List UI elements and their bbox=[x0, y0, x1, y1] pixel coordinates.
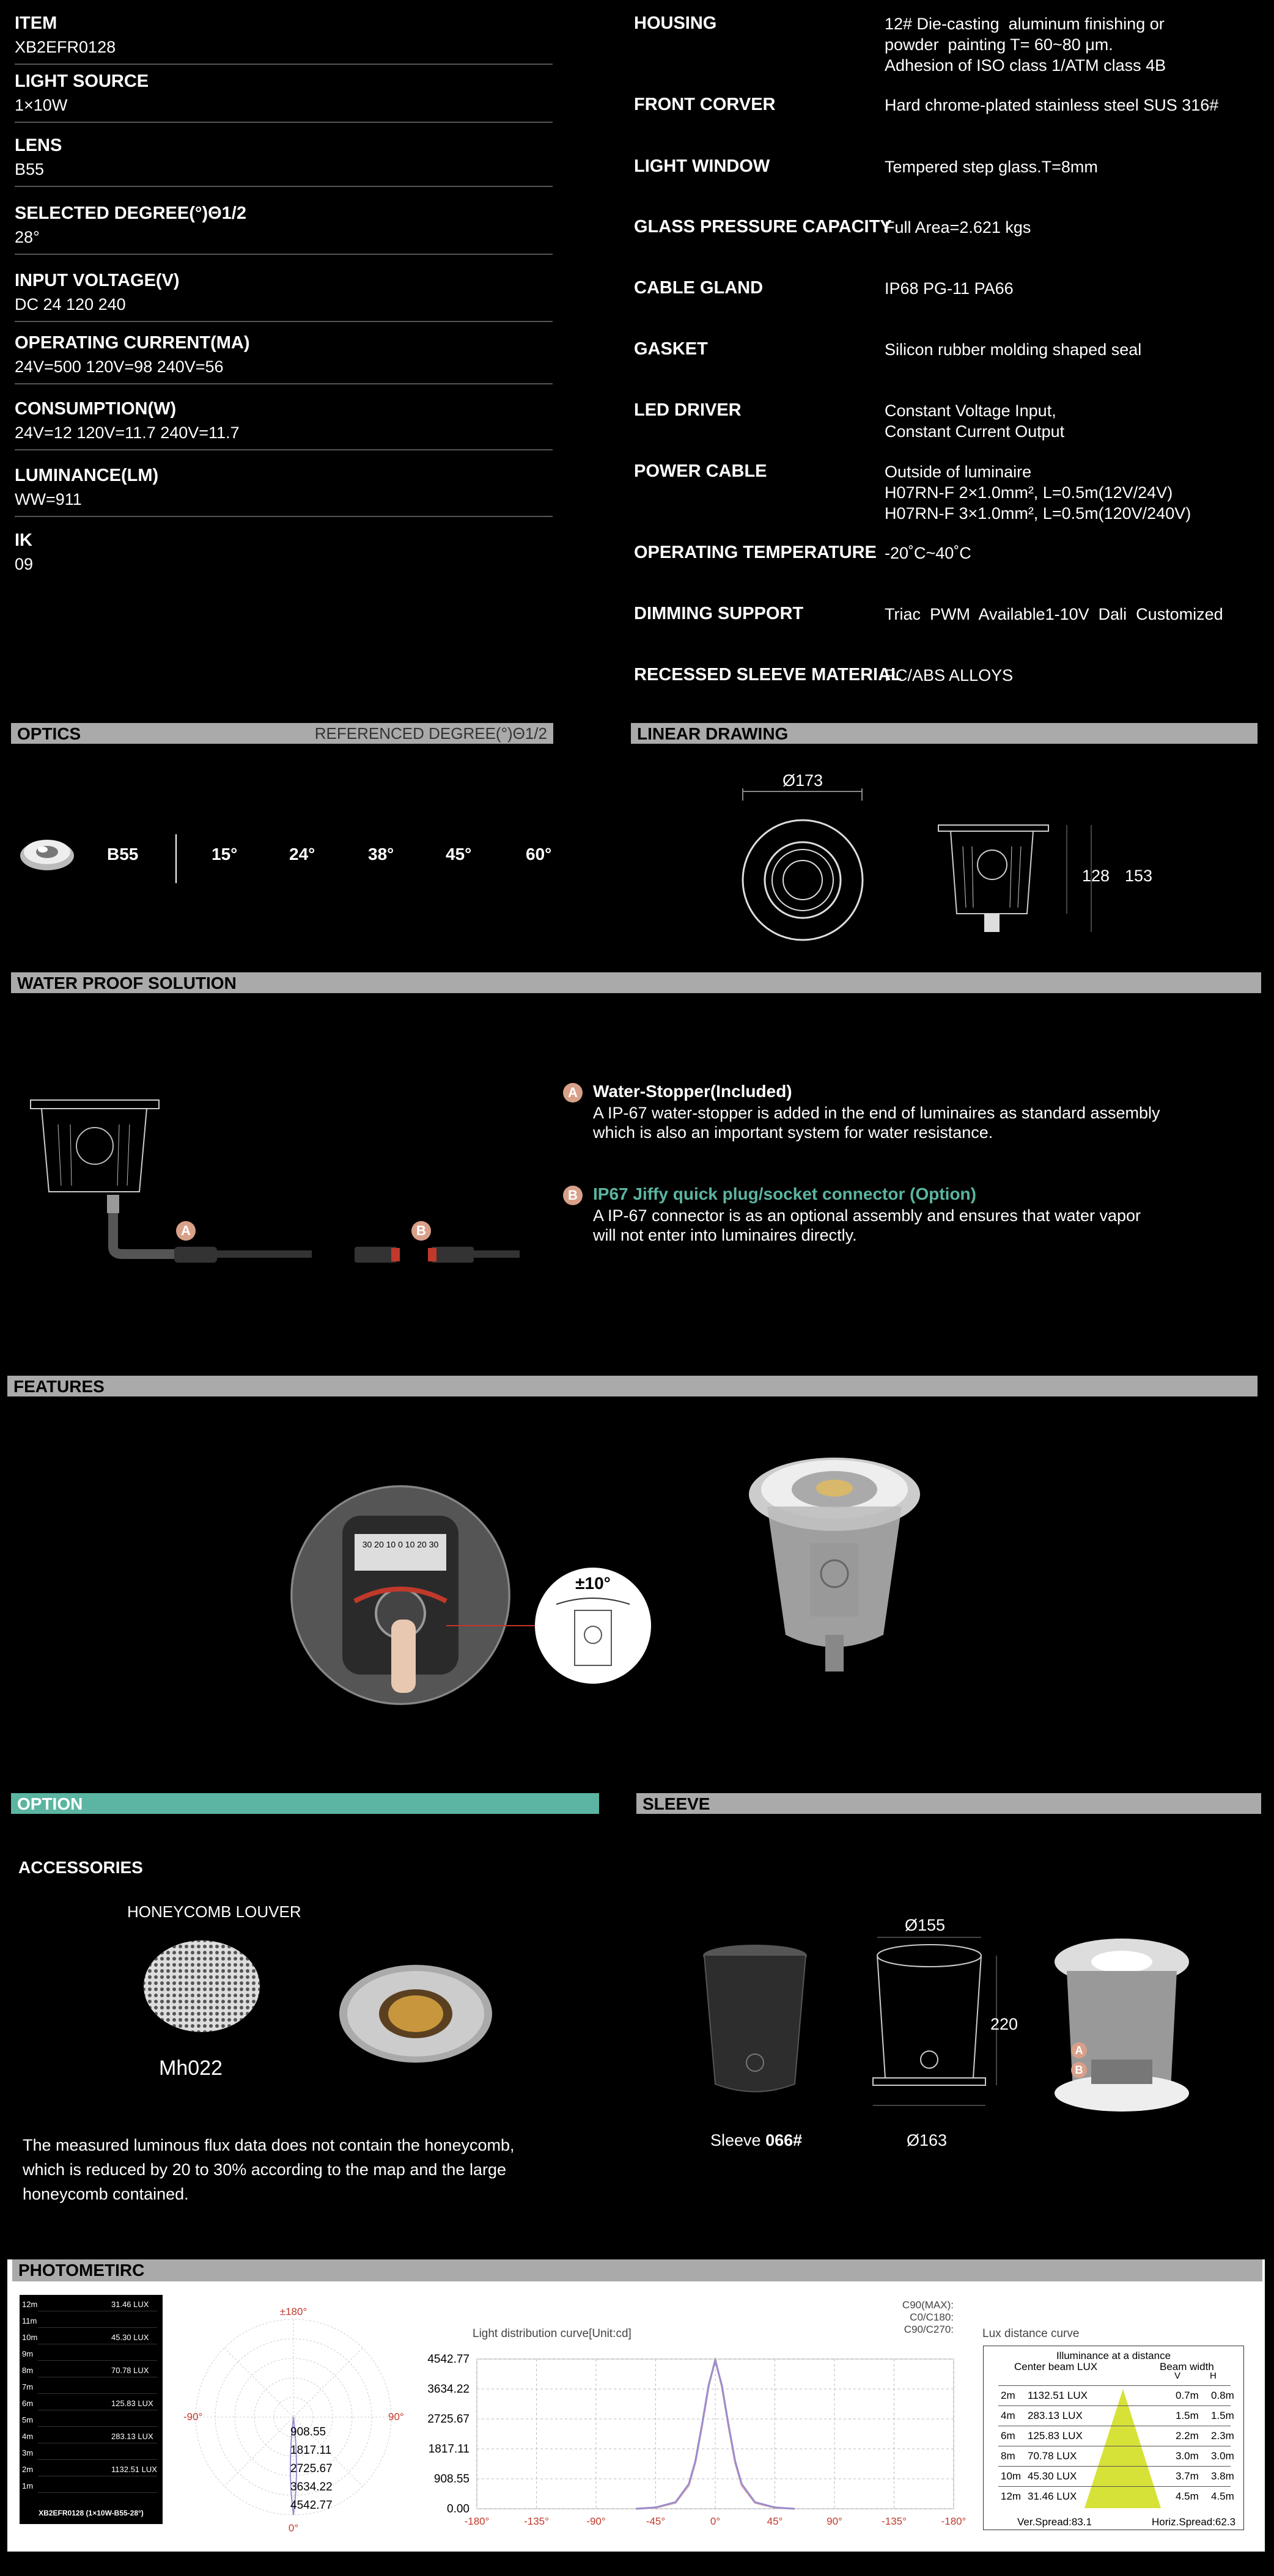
x-tick-label: -45° bbox=[646, 2515, 666, 2527]
spec-label: LENS bbox=[15, 136, 62, 155]
lux-cell-lux: 283.13 LUX bbox=[1028, 2410, 1083, 2421]
spec-divider bbox=[15, 186, 553, 187]
linear-height-153: 153 bbox=[1125, 867, 1153, 885]
lux-row bbox=[998, 2426, 1234, 2446]
spec-divider bbox=[15, 321, 553, 322]
x-tick-label: -135° bbox=[524, 2515, 549, 2527]
lux-cell-lux: 31.46 LUX bbox=[1028, 2490, 1077, 2502]
spec-label: OPERATING CURRENT(MA) bbox=[15, 333, 250, 353]
waterproof-title: WATER PROOF SOLUTION bbox=[17, 974, 237, 993]
svg-text:1817.11: 1817.11 bbox=[290, 2444, 332, 2457]
polar-bottom: 0° bbox=[288, 2522, 299, 2534]
thumb-lux: 70.78 LUX bbox=[111, 2366, 149, 2375]
lux-h: H bbox=[1210, 2371, 1217, 2381]
honeycomb-louver-icon bbox=[141, 1931, 263, 2053]
waterstopper-marker: A bbox=[563, 1083, 583, 1103]
curve-legend bbox=[844, 2299, 954, 2336]
sleeve-assembly-render bbox=[1048, 1937, 1195, 2115]
lux-cell-lux: 125.83 LUX bbox=[1028, 2430, 1083, 2442]
svg-text:30 20 10 0 10 20 30: 30 20 10 0 10 20 30 bbox=[362, 1539, 439, 1549]
optics-bar bbox=[11, 723, 553, 744]
linear-diameter: Ø173 bbox=[782, 771, 823, 790]
waterproof-illustration bbox=[24, 1094, 556, 1265]
x-tick-label: 0° bbox=[710, 2515, 721, 2527]
waterstopper-title: Water-Stopper(Included) bbox=[593, 1082, 792, 1101]
hor-spread: Horiz.Spread:62.3 bbox=[1152, 2516, 1236, 2528]
tilt-adjust-illustration bbox=[287, 1479, 666, 1711]
svg-text:908.55: 908.55 bbox=[290, 2426, 326, 2438]
light-distribution-chart bbox=[416, 2347, 966, 2542]
optics-subtitle: REFERENCED DEGREE(°)Θ1/2 bbox=[314, 724, 547, 743]
spec-label: FRONT CORVER bbox=[634, 95, 776, 114]
spec-value: Hard chrome-plated stainless steel SUS 316# bbox=[885, 96, 1219, 114]
polar-top: ±180° bbox=[279, 2306, 307, 2317]
thumb-distance: 4m bbox=[22, 2432, 34, 2441]
waterproof-bar bbox=[11, 972, 1261, 993]
optics-divider bbox=[175, 834, 177, 883]
spec-value: DC 24 120 240 bbox=[15, 295, 126, 314]
legend-c0c180: C0/C180: bbox=[910, 2311, 954, 2323]
optics-degree-38: 38° bbox=[368, 845, 394, 864]
y-tick-label: 1817.11 bbox=[428, 2443, 469, 2456]
spec-value: PC/ABS ALLOYS bbox=[885, 666, 1014, 684]
x-tick-label: 45° bbox=[767, 2515, 783, 2527]
sleeve-top-diameter: Ø155 bbox=[905, 1916, 946, 1934]
thumb-distance: 6m bbox=[22, 2399, 34, 2408]
spec-label: CONSUMPTION(W) bbox=[15, 399, 177, 419]
connector-text: A IP-67 connector is as an optional assembly and ensures that water vapor will not enter into luminaires directly. bbox=[593, 1206, 1141, 1244]
y-tick-label: 0.00 bbox=[447, 2503, 469, 2515]
lux-row bbox=[998, 2486, 1234, 2507]
waterstopper-text: A IP-67 water-stopper is added in the end of luminaires as standard assembly which is also an important system for water resistance. bbox=[593, 1104, 1160, 1142]
y-tick-label: 4542.77 bbox=[427, 2353, 469, 2366]
thumb-distance: 11m bbox=[22, 2316, 37, 2325]
spec-value: 28° bbox=[15, 228, 40, 246]
spec-label: DIMMING SUPPORT bbox=[634, 604, 804, 623]
sleeve-marker-b: B bbox=[1071, 2062, 1087, 2078]
thumb-distance: 3m bbox=[22, 2448, 34, 2457]
polar-left: -90° bbox=[183, 2411, 203, 2423]
svg-text:3634.22: 3634.22 bbox=[290, 2481, 333, 2493]
option-bar bbox=[11, 1793, 599, 1814]
spec-value: WW=911 bbox=[15, 490, 82, 508]
thumb-distance: 5m bbox=[22, 2415, 34, 2424]
sleeve-label: Sleeve 066# bbox=[710, 2131, 803, 2149]
x-tick-label: -135° bbox=[882, 2515, 907, 2527]
sleeve-height: 220 bbox=[990, 2015, 1018, 2033]
polar-right: 90° bbox=[388, 2411, 404, 2423]
photometric-bar bbox=[12, 2259, 1262, 2281]
thumb-gridline bbox=[38, 2360, 157, 2361]
lens-icon bbox=[18, 831, 76, 877]
svg-text:±10°: ±10° bbox=[575, 1574, 611, 1593]
lux-row bbox=[998, 2466, 1234, 2487]
linear-drawing-title: LINEAR DRAWING bbox=[637, 724, 789, 743]
spec-value: B55 bbox=[15, 160, 45, 178]
y-tick-label: 3634.22 bbox=[427, 2383, 469, 2396]
side-view-drawing bbox=[935, 822, 1094, 944]
lux-row bbox=[998, 2446, 1234, 2467]
spec-value: 24V=500 120V=98 240V=56 bbox=[15, 358, 224, 376]
lux-cell-v: 0.7m bbox=[1176, 2390, 1199, 2401]
ver-spread: Ver.Spread:83.1 bbox=[1017, 2516, 1092, 2528]
connector-title: IP67 Jiffy quick plug/socket connector (Option) bbox=[593, 1184, 976, 1203]
lamp-product-render bbox=[743, 1451, 926, 1708]
accessories-title: ACCESSORIES bbox=[18, 1858, 143, 1877]
optics-degree-45: 45° bbox=[446, 845, 472, 864]
louver-code: Mh022 bbox=[159, 2057, 223, 2080]
spec-value: Constant Voltage Input, Constant Current Output bbox=[885, 402, 1065, 441]
spec-value: 09 bbox=[15, 555, 34, 573]
lux-cell-d: 6m bbox=[1001, 2430, 1015, 2442]
spec-value: Outside of luminaire H07RN-F 2×1.0mm², L=0.5m(12V/24V) H07RN-F 3×1.0mm², L=0.5m(120V/240V) bbox=[885, 463, 1191, 523]
thumb-lux: 1132.51 LUX bbox=[111, 2465, 157, 2474]
lux-cell-v: 4.5m bbox=[1176, 2490, 1199, 2502]
x-tick-label: -180° bbox=[941, 2515, 966, 2527]
lux-cell-d: 8m bbox=[1001, 2450, 1015, 2462]
spec-label: SELECTED DEGREE(°)Θ1/2 bbox=[15, 204, 246, 223]
thumbnail-label: XB2EFR0128 (1×10W-B55-28°) bbox=[39, 2509, 144, 2517]
lux-table bbox=[983, 2346, 1244, 2530]
lux-cell-d: 2m bbox=[1001, 2390, 1015, 2401]
honeycomb-note: The measured luminous flux data does not contain the honeycomb, which is reduced by 20 to 30% according to the map and the large honeycomb contained. bbox=[23, 2136, 515, 2203]
spec-label: RECESSED SLEEVE MATERIAL bbox=[634, 665, 902, 684]
spec-divider bbox=[15, 64, 553, 65]
spec-label: IK bbox=[15, 530, 32, 550]
x-tick-label: -180° bbox=[464, 2515, 490, 2527]
sleeve-drawing bbox=[868, 1934, 1009, 2112]
connector-marker: B bbox=[563, 1186, 583, 1205]
lux-row bbox=[998, 2405, 1234, 2426]
lux-cell-h: 2.3m bbox=[1211, 2430, 1234, 2442]
spec-label: LUMINANCE(LM) bbox=[15, 466, 159, 485]
lux-cell-lux: 1132.51 LUX bbox=[1028, 2390, 1088, 2401]
thumb-lux: 283.13 LUX bbox=[111, 2432, 153, 2441]
sleeve-bottom-diameter: Ø163 bbox=[907, 2131, 948, 2149]
legend-c90c270: C90/C270: bbox=[904, 2324, 954, 2335]
spec-divider bbox=[15, 122, 553, 123]
lux-v: V bbox=[1174, 2371, 1181, 2381]
lux-cell-d: 12m bbox=[1001, 2490, 1022, 2502]
linear-height-128: 128 bbox=[1082, 867, 1110, 885]
photometric-title: PHOTOMETIRC bbox=[18, 2261, 145, 2280]
marker-b: B bbox=[411, 1221, 431, 1241]
spec-label: CABLE GLAND bbox=[634, 278, 764, 298]
spec-value: 1×10W bbox=[15, 96, 68, 114]
thumb-lux: 45.30 LUX bbox=[111, 2333, 149, 2342]
spec-value: XB2EFR0128 bbox=[15, 38, 116, 56]
y-tick-label: 908.55 bbox=[433, 2473, 469, 2486]
spec-divider bbox=[15, 383, 553, 384]
lux-cell-h: 3.8m bbox=[1211, 2470, 1234, 2482]
spec-value: -20˚C~40˚C bbox=[885, 544, 971, 562]
spec-value: Triac PWM Available1-10V Dali Customized bbox=[885, 605, 1223, 623]
thumb-distance: 2m bbox=[22, 2465, 34, 2474]
polar-chart bbox=[183, 2304, 410, 2536]
thumb-distance: 9m bbox=[22, 2349, 34, 2358]
spec-value: Silicon rubber molding shaped seal bbox=[885, 340, 1142, 359]
optics-degree-15: 15° bbox=[212, 845, 238, 864]
x-tick-label: 90° bbox=[827, 2515, 842, 2527]
sleeve-title: SLEEVE bbox=[643, 1794, 710, 1813]
lux-cell-h: 4.5m bbox=[1211, 2490, 1234, 2502]
curve-title: Light distribution curve[Unit:cd] bbox=[473, 2327, 631, 2340]
x-tick-label: -90° bbox=[586, 2515, 606, 2527]
spec-label: POWER CABLE bbox=[634, 461, 767, 481]
optics-degree-60: 60° bbox=[526, 845, 552, 864]
features-bar bbox=[7, 1376, 1257, 1396]
spec-value: IP68 PG-11 PA66 bbox=[885, 279, 1014, 298]
spec-label: HOUSING bbox=[634, 13, 717, 33]
thumb-gridline bbox=[38, 2327, 157, 2328]
thumb-distance: 8m bbox=[22, 2366, 34, 2375]
thumb-gridline bbox=[38, 2393, 157, 2394]
spec-label: GLASS PRESSURE CAPACITY bbox=[634, 217, 892, 237]
thumb-distance: 12m bbox=[22, 2300, 38, 2309]
front-view-drawing bbox=[734, 788, 874, 941]
linear-drawing-bar bbox=[631, 723, 1257, 744]
spec-label: OPERATING TEMPERATURE bbox=[634, 543, 877, 562]
spec-divider bbox=[15, 449, 553, 450]
optics-degree-24: 24° bbox=[289, 845, 315, 864]
spec-label: GASKET bbox=[634, 339, 708, 359]
spec-label: LED DRIVER bbox=[634, 400, 742, 420]
thumb-gridline bbox=[38, 2426, 157, 2427]
lux-cell-v: 3.0m bbox=[1176, 2450, 1199, 2462]
lux-center: Center beam LUX bbox=[1014, 2361, 1098, 2372]
lux-row bbox=[998, 2385, 1234, 2406]
lux-cell-d: 4m bbox=[1001, 2410, 1015, 2421]
lux-title: Lux distance curve bbox=[982, 2327, 1080, 2340]
louver-installed-icon bbox=[336, 1962, 501, 2066]
spec-label: LIGHT WINDOW bbox=[634, 156, 770, 176]
lux-header: Illuminance at a distance bbox=[1056, 2350, 1171, 2361]
option-title: OPTION bbox=[17, 1794, 83, 1813]
spec-value: Full Area=2.621 kgs bbox=[885, 218, 1031, 237]
spec-value: 12# Die-casting aluminum finishing or powder painting T= 60~80 μm. Adhesion of ISO class 1/ATM class 4B bbox=[885, 15, 1166, 75]
lux-cell-lux: 45.30 LUX bbox=[1028, 2470, 1077, 2482]
thumb-gridline bbox=[38, 2492, 157, 2493]
spec-label: LIGHT SOURCE bbox=[15, 72, 149, 91]
lux-cell-v: 1.5m bbox=[1176, 2410, 1199, 2421]
spec-divider bbox=[15, 516, 553, 517]
sleeve-marker-a: A bbox=[1071, 2042, 1087, 2058]
thumb-distance: 7m bbox=[22, 2382, 34, 2391]
spec-label: INPUT VOLTAGE(V) bbox=[15, 271, 180, 290]
optics-title: OPTICS bbox=[17, 724, 81, 743]
lux-cell-lux: 70.78 LUX bbox=[1028, 2450, 1077, 2462]
thumb-distance: 1m bbox=[22, 2481, 34, 2490]
spec-value: Tempered step glass.T=8mm bbox=[885, 158, 1098, 176]
lux-cell-h: 1.5m bbox=[1211, 2410, 1234, 2421]
thumb-gridline bbox=[38, 2459, 157, 2460]
lux-cell-d: 10m bbox=[1001, 2470, 1022, 2482]
svg-text:4542.77: 4542.77 bbox=[290, 2499, 333, 2512]
marker-a: A bbox=[176, 1221, 196, 1241]
y-tick-label: 2725.67 bbox=[427, 2413, 469, 2426]
features-title: FEATURES bbox=[13, 1377, 105, 1396]
thumb-lux: 125.83 LUX bbox=[111, 2399, 153, 2408]
spec-label: ITEM bbox=[15, 13, 57, 33]
legend-c90max: C90(MAX): bbox=[902, 2299, 954, 2311]
sleeve-bar bbox=[636, 1793, 1261, 1814]
sleeve-photo bbox=[697, 1943, 813, 2102]
lux-cell-v: 2.2m bbox=[1176, 2430, 1199, 2442]
distance-thumbnail bbox=[20, 2295, 163, 2524]
louver-title: HONEYCOMB LOUVER bbox=[127, 1903, 301, 1921]
lux-beam: Beam width bbox=[1160, 2361, 1214, 2372]
lux-cell-h: 3.0m bbox=[1211, 2450, 1234, 2462]
spec-value: 24V=12 120V=11.7 240V=11.7 bbox=[15, 424, 240, 442]
optics-lens: B55 bbox=[107, 845, 139, 864]
lux-cell-h: 0.8m bbox=[1211, 2390, 1234, 2401]
svg-text:2725.67: 2725.67 bbox=[290, 2462, 333, 2475]
thumb-distance: 10m bbox=[22, 2333, 38, 2342]
lux-cell-v: 3.7m bbox=[1176, 2470, 1199, 2482]
spec-divider bbox=[15, 254, 553, 255]
thumb-lux: 31.46 LUX bbox=[111, 2300, 149, 2309]
